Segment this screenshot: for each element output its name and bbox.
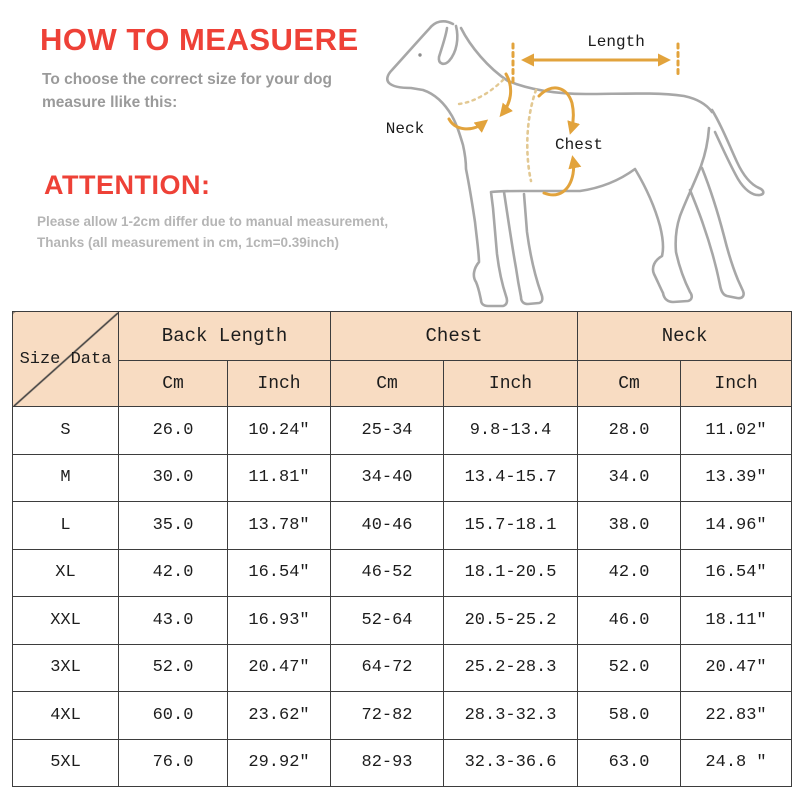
size-label: 4XL (13, 692, 119, 740)
unit-header: Cm (578, 361, 681, 407)
page-title: HOW TO MEASUERE (40, 22, 359, 57)
table-cell: 20.47″ (681, 644, 792, 692)
dog-outline (387, 21, 763, 306)
table-cell: 35.0 (119, 502, 228, 550)
table-row (13, 549, 792, 597)
size-label: S (13, 407, 119, 455)
table-cell: 20.5-25.2 (444, 597, 578, 645)
chest-arrow-top (539, 88, 573, 131)
dog-tail (712, 110, 763, 195)
table-cell: 76.0 (119, 739, 228, 787)
size-label: 3XL (13, 644, 119, 692)
table-cell: 42.0 (578, 549, 681, 597)
table-cell: 13.39″ (681, 454, 792, 502)
neck-dotted-line (459, 79, 504, 104)
table-cell: 28.0 (578, 407, 681, 455)
attention-heading: ATTENTION: (44, 170, 211, 200)
size-label: M (13, 454, 119, 502)
size-label: 5XL (13, 739, 119, 787)
table-cell: 29.92″ (228, 739, 331, 787)
table-cell: 16.93″ (228, 597, 331, 645)
dog-far-front-leg (504, 192, 542, 304)
dog-measurement-diagram (358, 8, 800, 310)
chest-dotted-line (527, 90, 536, 181)
intro-line-2: measure llike this: (42, 94, 178, 112)
table-row (13, 502, 792, 550)
dog-far-hind-leg (690, 168, 744, 298)
table-cell: 20.47″ (228, 644, 331, 692)
table-cell: 64-72 (331, 644, 444, 692)
table-cell: 25-34 (331, 407, 444, 455)
unit-header: Inch (681, 361, 792, 407)
table-cell: 32.3-36.6 (444, 739, 578, 787)
unit-header: Cm (119, 361, 228, 407)
table-cell: 13.78″ (228, 502, 331, 550)
table-cell: 23.62″ (228, 692, 331, 740)
table-cell: 60.0 (119, 692, 228, 740)
dog-body-outline (387, 21, 709, 306)
table-row (13, 644, 792, 692)
table-cell: 18.11″ (681, 597, 792, 645)
table-cell: 25.2-28.3 (444, 644, 578, 692)
size-label: L (13, 502, 119, 550)
table-cell: 26.0 (119, 407, 228, 455)
dog-eye (418, 53, 421, 56)
table-cell: 28.3-32.3 (444, 692, 578, 740)
table-cell: 30.0 (119, 454, 228, 502)
table-cell: 11.81″ (228, 454, 331, 502)
unit-header: Inch (444, 361, 578, 407)
attention-line-2: Thanks (all measurement in cm, 1cm=0.39inch) (37, 234, 339, 250)
table-cell: 63.0 (578, 739, 681, 787)
table-cell: 46.0 (578, 597, 681, 645)
size-table (12, 311, 792, 787)
table-row (13, 692, 792, 740)
table-cell: 58.0 (578, 692, 681, 740)
column-group-chest: Chest (331, 312, 578, 361)
size-label: XL (13, 549, 119, 597)
attention-line-1: Please allow 1-2cm differ due to manual measurement, (37, 214, 389, 229)
table-cell: 46-52 (331, 549, 444, 597)
table-cell: 10.24″ (228, 407, 331, 455)
table-cell: 52-64 (331, 597, 444, 645)
table-row (13, 739, 792, 787)
table-row (13, 454, 792, 502)
dog-ear (439, 26, 457, 64)
table-cell: 15.7-18.1 (444, 502, 578, 550)
table-cell: 40-46 (331, 502, 444, 550)
size-label: XXL (13, 597, 119, 645)
table-cell: 42.0 (119, 549, 228, 597)
table-cell: 14.96″ (681, 502, 792, 550)
column-group-neck: Neck (578, 312, 792, 361)
attention-text (37, 212, 388, 254)
table-cell: 38.0 (578, 502, 681, 550)
size-table-container (12, 311, 792, 787)
table-cell: 9.8-13.4 (444, 407, 578, 455)
table-cell: 22.83″ (681, 692, 792, 740)
table-cell: 24.8 ″ (681, 739, 792, 787)
size-data-corner-cell (13, 312, 119, 407)
table-cell: 72-82 (331, 692, 444, 740)
length-label: Length (587, 33, 645, 51)
intro-line-1: To choose the correct size for your dog (42, 71, 332, 88)
column-group-back-length: Back Length (119, 312, 331, 361)
table-cell: 18.1-20.5 (444, 549, 578, 597)
intro-text (42, 68, 332, 115)
corner-label: Size Data (19, 349, 112, 369)
measurement-annotations (449, 44, 678, 195)
table-cell: 34-40 (331, 454, 444, 502)
table-cell: 11.02″ (681, 407, 792, 455)
chest-arrow-bottom (544, 159, 574, 195)
neck-label: Neck (385, 120, 425, 138)
unit-header: Inch (228, 361, 331, 407)
table-row (13, 407, 792, 455)
table-cell: 34.0 (578, 454, 681, 502)
chest-label: Chest (554, 136, 604, 154)
table-row (13, 597, 792, 645)
table-cell: 13.4-15.7 (444, 454, 578, 502)
unit-header: Cm (331, 361, 444, 407)
table-cell: 82-93 (331, 739, 444, 787)
table-cell: 52.0 (578, 644, 681, 692)
table-cell: 52.0 (119, 644, 228, 692)
table-cell: 16.54″ (228, 549, 331, 597)
table-cell: 43.0 (119, 597, 228, 645)
table-cell: 16.54″ (681, 549, 792, 597)
